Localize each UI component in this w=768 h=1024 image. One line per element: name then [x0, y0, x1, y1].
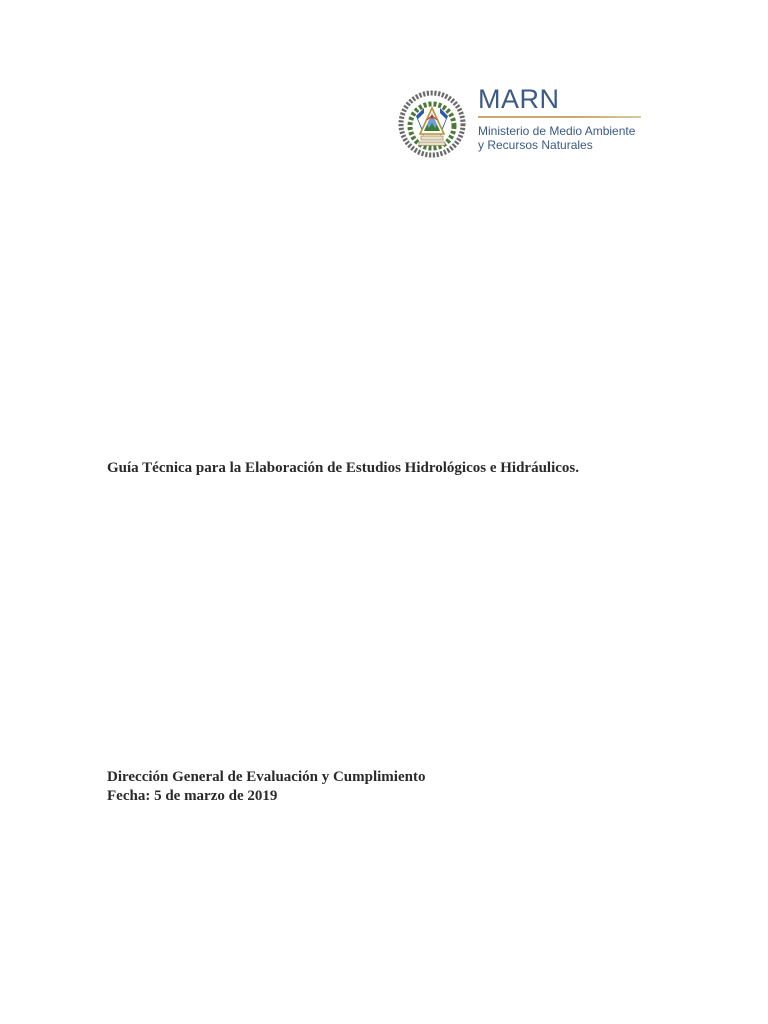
brand-name: MARN [478, 84, 560, 114]
marn-logo [396, 86, 656, 166]
coat-of-arms-seal-icon [396, 86, 468, 162]
brand-divider [478, 116, 641, 118]
brand-subtitle [478, 124, 648, 152]
document-date: Fecha: 5 de marzo de 2019 [107, 788, 278, 804]
document-title: Guía Técnica para la Elaboración de Estudios Hidrológicos e Hidráulicos. [107, 460, 579, 476]
brand-subtitle-line-1: Ministerio de Medio Ambiente [478, 124, 636, 138]
brand-subtitle-line-2: y Recursos Naturales [478, 138, 593, 152]
department-name: Dirección General de Evaluación y Cumplimiento [107, 769, 426, 785]
document-footer [107, 768, 425, 806]
brand-block [478, 86, 648, 152]
